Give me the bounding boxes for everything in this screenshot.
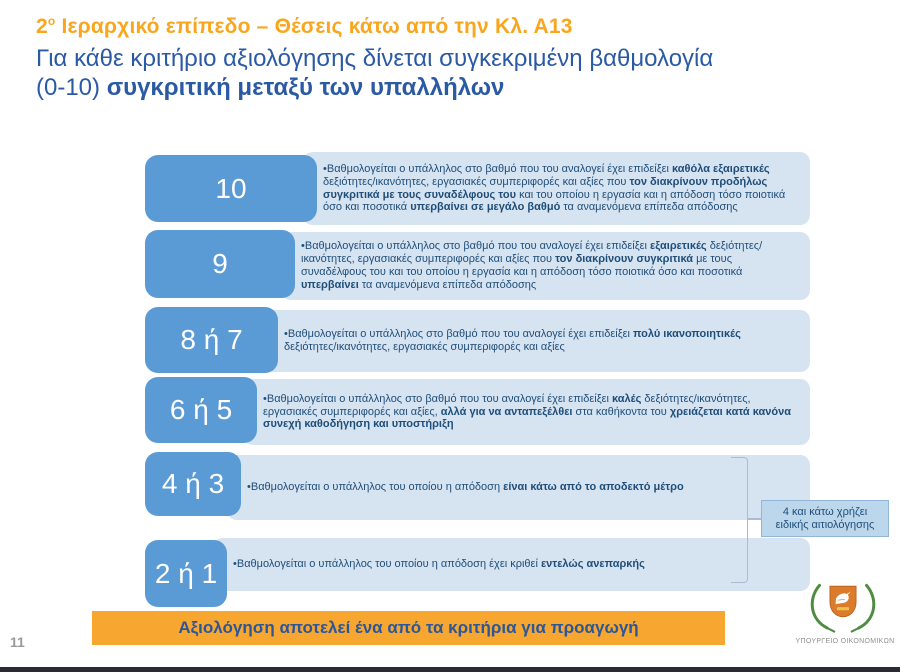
subtitle-line2-bold: συγκριτική μεταξύ των υπαλλήλων bbox=[106, 74, 505, 101]
cyprus-coat-of-arms-icon bbox=[799, 581, 887, 635]
score-label: 6 ή 5 bbox=[169, 394, 233, 425]
score-box bbox=[145, 230, 295, 298]
score-label: 9 bbox=[212, 248, 228, 279]
rating-description: •Βαθμολογείται ο υπάλληλος του οποίου η απόδοση είναι κάτω από το αποδεκτό μέτρο bbox=[247, 481, 684, 494]
rating-description: •Βαθμολογείται ο υπάλληλος στο βαθμό που του αναλογεί έχει επιδείξει καθόλα εξαιρετικές δεξιότητες/ικανότητες, εργασιακές συμπεριφορές και αξίες που τον διακρίνουν προδήλως συγκριτικά με τους συναδέλφους του και του οποίου η εργασία και η απόδοση τόσο ποιοτικά όσο και ποσοτικά υπερβαίνει σε μεγάλο βαθμό τα αναμενόμενα επίπεδα απόδοσης bbox=[323, 162, 786, 214]
rating-description: •Βαθμολογείται ο υπάλληλος στο βαθμό που του αναλογεί έχει επιδείξει πολύ ικανοποιητικές δεξιότητες/ικανότητες, εργασιακές συμπεριφορές και αξίες bbox=[284, 328, 741, 353]
score-label: 4 ή 3 bbox=[161, 468, 225, 499]
score-label: 2 ή 1 bbox=[154, 557, 218, 589]
score-label: 8 ή 7 bbox=[180, 324, 243, 355]
score-label: 10 bbox=[215, 172, 247, 204]
rating-description-panel bbox=[264, 310, 810, 372]
subtitle-line1: Για κάθε κριτήριο αξιολόγησης δίνεται συγκεκριμένη βαθμολογία bbox=[36, 45, 714, 72]
rating-description: •Βαθμολογείται ο υπάλληλος στο βαθμό που του αναλογεί έχει επιδείξει εξαιρετικές δεξιότητες/ικανότητες, εργασιακές συμπεριφορές και αξίες που τον διακρίνουν συγκριτικά με τους συναδέλφους του και του οποίου η εργασία και η απόδοση τόσο ποιοτικά όσο και ποσοτικά υπερβαίνει τα αναμενόμενα επίπεδα απόδοσης bbox=[301, 240, 763, 291]
page-number: 11 bbox=[10, 634, 25, 650]
slide-subtitle bbox=[36, 44, 713, 102]
rating-description-panel bbox=[213, 538, 810, 591]
title-superscript: ο bbox=[47, 14, 56, 28]
ministry-caption: ΥΠΟΥΡΓΕΙΟ ΟΙΚΟΝΟΜΙΚΩΝ bbox=[795, 638, 895, 645]
promotion-criteria-banner: Αξιολόγηση αποτελεί ένα από τα κριτήρια για προαγωγή bbox=[92, 611, 725, 645]
subtitle-line2-prefix: (0-10) bbox=[36, 74, 107, 101]
score-box bbox=[145, 155, 317, 222]
justification-note: 4 και κάτω χρήζει ειδικής αιτιολόγησης bbox=[761, 500, 889, 537]
grouping-bracket bbox=[731, 457, 748, 583]
bracket-connector-line bbox=[747, 518, 762, 520]
title-text: Ιεραρχικό επίπεδο – Θέσεις κάτω από την Κλ. Α13 bbox=[55, 15, 573, 38]
score-box bbox=[145, 307, 278, 373]
score-box bbox=[145, 452, 241, 516]
rating-description: •Βαθμολογείται ο υπάλληλος στο βαθμό που του αναλογεί έχει επιδείξει καλές δεξιότητες/ικανότητες, εργασιακές συμπεριφορές και αξίες, αλλά για να ανταπεξέλθει στα καθήκοντα του χρειάζεται κατά κανόνα συνεχή καθοδήγηση και υποστήριξη bbox=[263, 392, 791, 431]
rating-description-panel bbox=[227, 455, 810, 520]
rating-description-panel bbox=[281, 232, 810, 300]
rating-description: •Βαθμολογείται ο υπάλληλος του οποίου η απόδοση έχει κριθεί εντελώς ανεπαρκής bbox=[233, 558, 645, 571]
rating-description-panel bbox=[303, 152, 810, 225]
rating-description-panel bbox=[243, 379, 810, 445]
slide-title bbox=[36, 14, 573, 39]
bottom-strip bbox=[0, 667, 900, 672]
title-number: 2 bbox=[36, 15, 48, 38]
score-box bbox=[145, 540, 227, 607]
score-box bbox=[145, 377, 257, 443]
